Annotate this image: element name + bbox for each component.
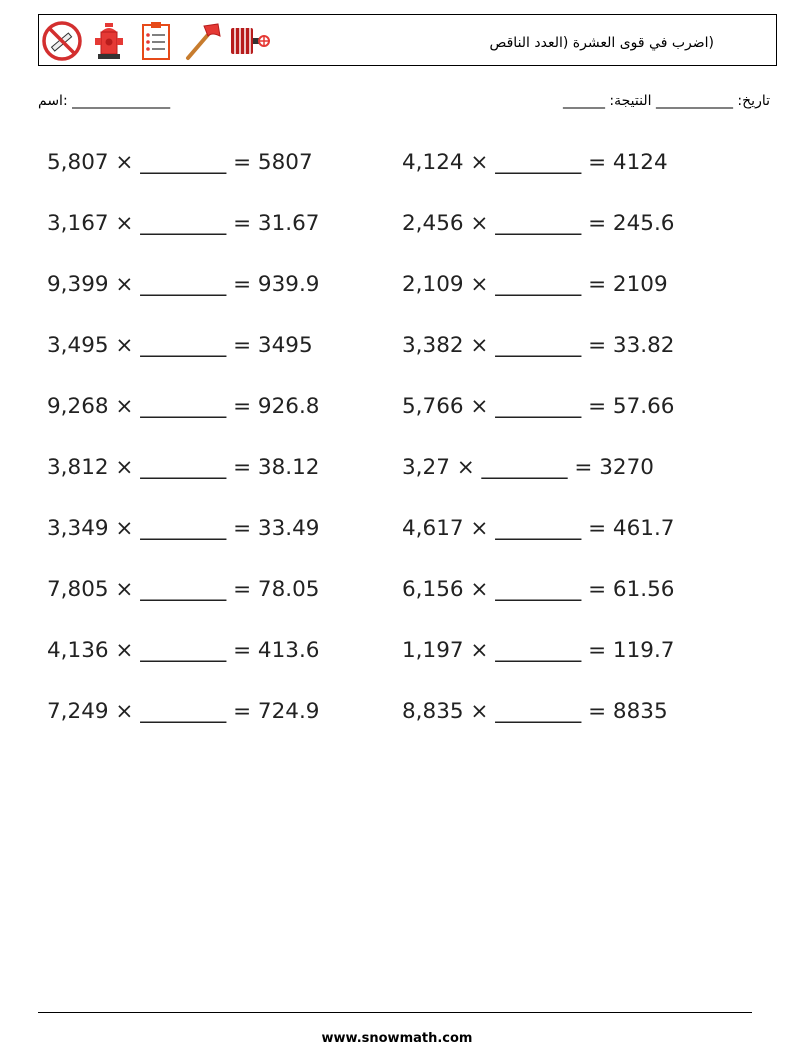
problem-left-1: 5,807 × ________ = 5807 [47,150,313,175]
problem-left-8: 7,805 × ________ = 78.05 [47,577,320,602]
problem-left-9: 4,136 × ________ = 413.6 [47,638,320,663]
problem-left-7: 3,349 × ________ = 33.49 [47,516,320,541]
problem-left-2: 3,167 × ________ = 31.67 [47,211,320,236]
problem-left-6: 3,812 × ________ = 38.12 [47,455,320,480]
problem-right-2: 2,456 × ________ = 245.6 [402,211,675,236]
problem-left-5: 9,268 × ________ = 926.8 [47,394,320,419]
name-field: اسم: ______________ [38,93,171,109]
problem-right-5: 5,766 × ________ = 57.66 [402,394,675,419]
fire-hydrant-icon [88,20,130,62]
footer-url: www.snowmath.com [321,1031,473,1046]
no-smoking-icon [41,20,83,62]
checklist-icon [135,20,177,62]
problem-right-7: 4,617 × ________ = 461.7 [402,516,675,541]
problem-right-1: 4,124 × ________ = 4124 [402,150,668,175]
problem-right-6: 3,27 × ________ = 3270 [402,455,654,480]
problem-right-10: 8,835 × ________ = 8835 [402,699,668,724]
problem-right-3: 2,109 × ________ = 2109 [402,272,668,297]
problem-right-8: 6,156 × ________ = 61.56 [402,577,675,602]
problem-right-9: 1,197 × ________ = 119.7 [402,638,675,663]
worksheet-title: (اضرب في قوى العشرة (العدد الناقص [489,35,714,51]
footer-divider [38,1012,752,1013]
problem-left-3: 9,399 × ________ = 939.9 [47,272,320,297]
fire-axe-icon [182,20,224,62]
fire-hose-reel-icon [229,20,271,62]
header-icons [41,19,271,63]
worksheet-header [38,14,777,66]
problem-left-4: 3,495 × ________ = 3495 [47,333,313,358]
problem-right-4: 3,382 × ________ = 33.82 [402,333,675,358]
problem-left-10: 7,249 × ________ = 724.9 [47,699,320,724]
date-score-field: ______ :تاريخ: ___________ النتيجة [562,93,770,109]
